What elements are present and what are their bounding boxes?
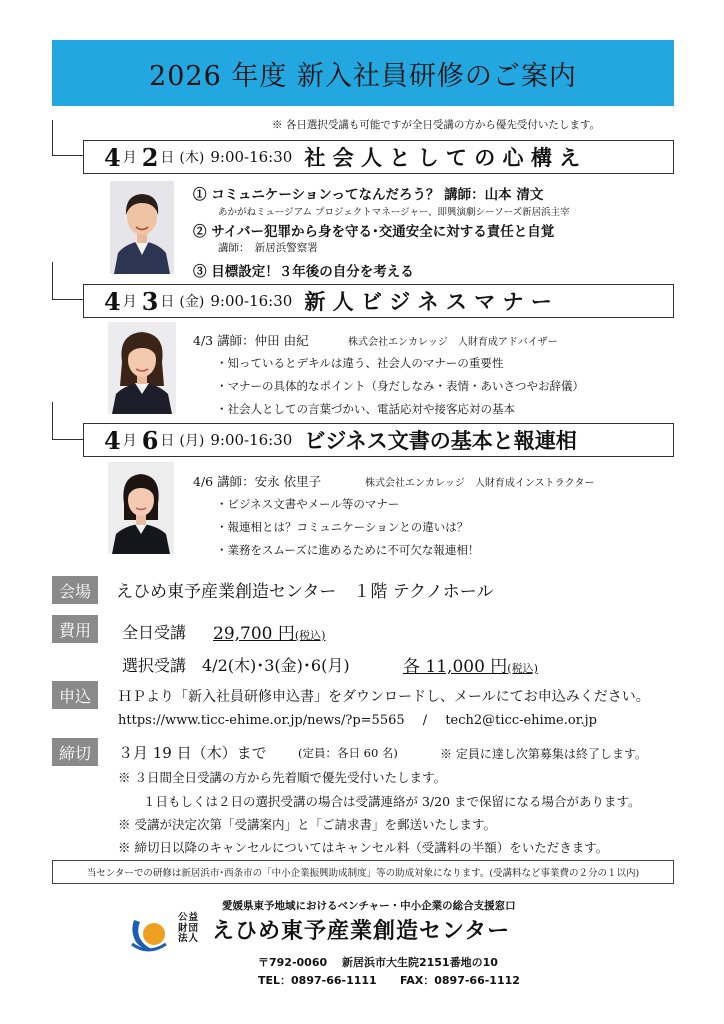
fee-tag: 費用 (52, 615, 98, 643)
deadline-tag: 締切 (52, 738, 98, 766)
connector-line (52, 299, 83, 300)
title-banner (52, 40, 674, 106)
session-theme: ビジネス文書の基本と報連相 (304, 428, 577, 453)
session-2-date-box (83, 284, 674, 318)
month-unit: 月 (122, 433, 137, 449)
lecturer-photo-yamamoto (110, 181, 174, 274)
session-day: 2 (141, 142, 159, 172)
lecturer-photo-yasunaga (108, 462, 174, 554)
subsidy-notice: 当センターでの研修は新居浜市･西条市の「中小企業振興助成制度」等の助成対象になります。(受講料など事業費の２分の１以内) (52, 860, 674, 884)
month-unit: 月 (122, 294, 137, 310)
session-3-item-3: ・業務をスムーズに進めるために不可欠な報連相！ (216, 543, 480, 557)
apply-email-link[interactable]: tech2@ticc-ehime.or.jp (445, 713, 597, 728)
fee-select-price: 各 11,000 円(税込) (403, 657, 538, 677)
connector-line (52, 439, 83, 440)
session-weekday: (木) (179, 150, 205, 166)
connector-line (52, 120, 53, 156)
session-1-item-1-sub: あかがねミュージアム プロジェクトマネージャー、即興演劇シーソーズ新居浜主宰 (218, 207, 570, 218)
session-weekday: (月) (179, 433, 205, 449)
fee-all-label: 全日受講 (122, 623, 187, 642)
session-3-lecturer-org: 株式会社エンカレッジ 人財育成インストラクター (365, 478, 595, 489)
fee-select-label: 選択受講 4/2(木)･3(金)･6(月) (122, 656, 350, 675)
apply-tag: 申込 (52, 681, 98, 709)
apply-url-link[interactable]: https://www.ticc-ehime.or.jp/news/?p=5565 (118, 713, 405, 728)
venue-tag: 会場 (52, 576, 98, 604)
note-4: ※ 締切日以降のキャンセルについてはキャンセル料（受講料の半額）をいただきます。 (118, 840, 609, 855)
org-tel: TEL：0897-66-1111 (258, 974, 377, 987)
day-unit: 日 (160, 433, 175, 449)
org-name: えひめ東予産業創造センター (212, 919, 511, 944)
session-1-date-box (83, 140, 674, 174)
org-logo-icon (128, 910, 172, 954)
session-1-item-3: ③ 目標設定！３年後の自分を考える (193, 264, 414, 280)
session-time: 9:00-16:30 (210, 292, 293, 310)
session-month: 4 (104, 142, 121, 172)
deadline-capacity: (定員：各日 60 名) (298, 746, 398, 760)
org-fax: FAX：0897-66-1112 (400, 974, 520, 987)
session-3-item-1: ・ビジネス文書やメール等のマナー (216, 497, 400, 511)
session-day: 3 (141, 286, 159, 316)
session-theme: 新 人 ビ ジ ネ ス マ ナ ー (304, 289, 552, 314)
note-2: １日もしくは２日の選択受講の場合は受講連絡が 3/20 まで保留になる場合があります。 (143, 794, 641, 809)
session-month: 4 (104, 425, 121, 455)
footer-tagline: 愛媛県東予地域におけるベンチャー・中小企業の総合支援窓口 (222, 900, 516, 912)
month-unit: 月 (122, 150, 137, 166)
day-unit: 日 (160, 150, 175, 166)
session-2-item-3: ・社会人としての言葉づかい、電話応対や接客応対の基本 (216, 402, 515, 416)
venue-name: えひめ東予産業創造センター １階 テクノホール (116, 582, 494, 602)
session-time: 9:00-16:30 (210, 431, 293, 449)
top-note: ※ 各日選択受講も可能ですが全日受講の方から優先受付いたします。 (272, 119, 600, 131)
session-2-item-1: ・知っているとデキルは違う、社会人のマナーの重要性 (216, 356, 504, 370)
connector-line (52, 402, 53, 440)
session-1-item-2-sub: 講師： 新居浜警察署 (218, 242, 318, 254)
session-3-date-box (83, 423, 674, 457)
session-1-item-2: ② サイバー犯罪から身を守る･交通安全に対する責任と自覚 (193, 224, 555, 240)
note-1: ※ ３日間全日受講の方から先着順で優先受付いたします。 (118, 770, 446, 785)
session-day: 6 (141, 425, 159, 455)
connector-line (52, 155, 83, 156)
page-title: 2026 年度 新入社員研修のご案内 (149, 60, 577, 92)
apply-text: ＨＰより「新入社員研修申込書」をダウンロードし、メールにてお申込みください。 (118, 689, 650, 705)
apply-contact: https://www.ticc-ehime.or.jp/news/?p=5565 / tech2@ticc-ehime.or.jp (118, 713, 597, 728)
session-3-lecturer: 4/6 講師：安永 依里子 (193, 474, 322, 489)
session-3-item-2: ・報連相とは？コミュニケーションとの違いは？ (216, 520, 469, 534)
deadline-capacity-note: ※ 定員に達し次第募集は終了します。 (440, 747, 647, 761)
session-theme: 社 会 人 と し て の 心 構 え (304, 145, 581, 170)
session-2-item-2: ・マナーの具体的なポイント（身だしなみ・表情・あいさつやお辞儀） (216, 379, 584, 393)
deadline-date: ３月 19 日（木）まで (118, 744, 267, 762)
lecturer-photo-nakata (108, 322, 176, 414)
session-1-item-1: ① コミュニケーションってなんだろう？ 講師：山本 清文 (193, 187, 544, 203)
note-3: ※ 受講が決定次第「受講案内」と「ご請求書」を郵送いたします。 (118, 817, 496, 832)
session-2-lecturer-org: 株式会社エンカレッジ 人財育成アドバイザー (348, 337, 558, 348)
session-2-lecturer: 4/3 講師：仲田 由紀 (193, 333, 309, 348)
org-address: 〒792-0060 新居浜市大生院2151番地の10 (258, 956, 498, 969)
org-type: 公益財団法人 (178, 912, 200, 944)
day-unit: 日 (160, 294, 175, 310)
fee-all-price: 29,700 円(税込) (213, 624, 326, 644)
session-time: 9:00-16:30 (210, 148, 293, 166)
connector-line (52, 262, 53, 300)
session-weekday: (金) (179, 294, 205, 310)
session-month: 4 (104, 286, 121, 316)
